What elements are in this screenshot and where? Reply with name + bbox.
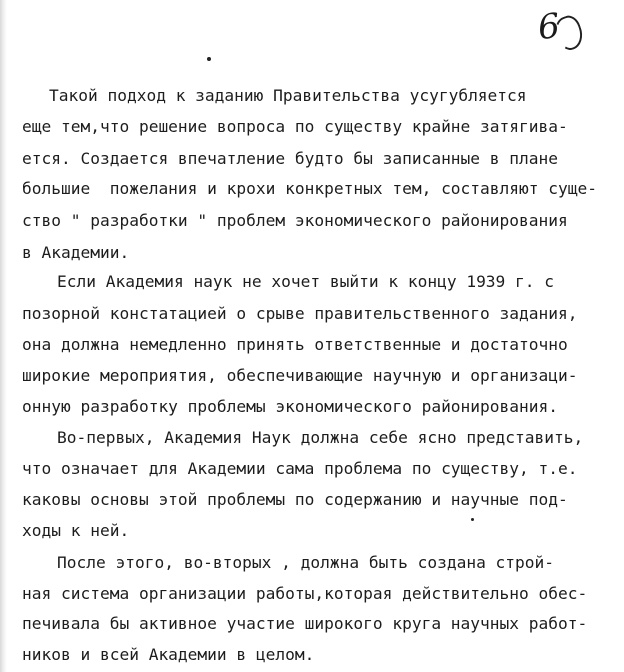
text-line: Такой подход к заданию Правительства усугубляется (49, 86, 527, 105)
text-line: Если Академия наук не хочет выйти к концу 1939 г. с (57, 272, 555, 291)
text-line: каковы основы этой проблемы по содержанию и научные под- (22, 490, 568, 509)
text-line: печивала бы активное участие широкого круга научных работ- (22, 614, 588, 633)
page-number: 6 (535, 5, 562, 49)
text-line: позорной констатацией о срыве правительственного задания, (22, 304, 578, 323)
text-line: После этого, во-вторых , должна быть создана строй- (57, 553, 555, 572)
text-line: Во-первых, Академия Наук должна себе ясно представить, (57, 428, 584, 447)
text-line: ников и всей Академии в целом. (22, 645, 315, 664)
text-line: что означает для Академии сама проблема по существу, т.е. (22, 459, 578, 478)
text-line: ная система организации работы,которая действительно обес- (22, 584, 588, 603)
text-line: ство " разработки " проблем экономического районирования (22, 211, 568, 230)
text-line: в Академии. (22, 243, 130, 262)
text-line: ходы к ней. (22, 521, 130, 540)
text-line: широкие мероприятия, обеспечивающие научную и организаци- (22, 366, 578, 385)
text-line: она должна немедленно принять ответственные и достаточно (22, 335, 568, 354)
text-line: еще тем,что решение вопроса по существу крайне затягива- (22, 117, 568, 136)
text-line: большие пожелания и крохи конкретных тем, составляют суще- (22, 179, 597, 198)
text-line: ется. Создается впечатление будто бы записанные в плане (22, 149, 559, 168)
text-line: онную разработку проблемы экономического районирования. (22, 397, 559, 416)
